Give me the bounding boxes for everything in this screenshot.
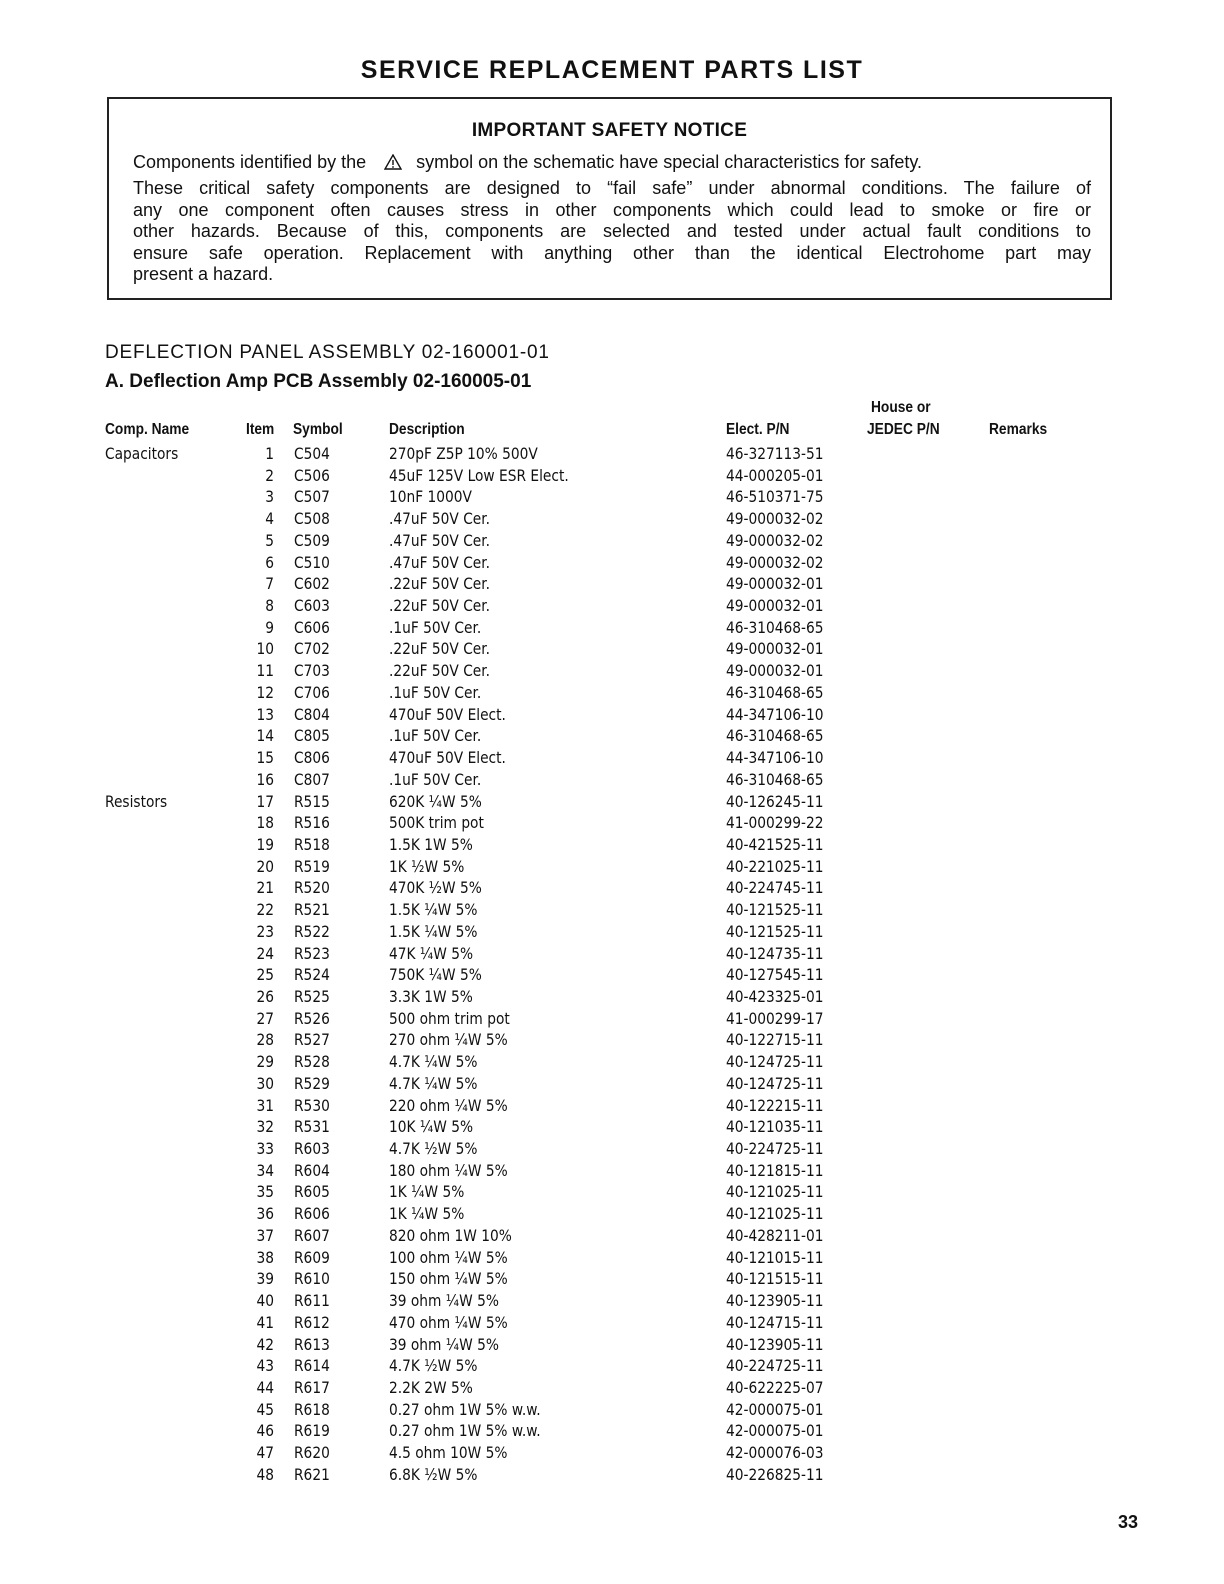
cell-elect-pn: 44-000205-01	[726, 466, 824, 485]
cell-description: 470 ohm ¼W 5%	[389, 1313, 508, 1332]
cell-description: 820 ohm 1W 10%	[389, 1226, 512, 1245]
cell-comp-name: Resistors	[105, 792, 168, 811]
cell-description: 1K ¼W 5%	[389, 1204, 465, 1223]
cell-symbol: C509	[294, 531, 330, 550]
cell-item: 44	[256, 1378, 274, 1397]
cell-symbol: C603	[294, 596, 330, 615]
cell-elect-pn: 46-510371-75	[726, 487, 824, 506]
cell-elect-pn: 40-421525-11	[726, 835, 824, 854]
cell-description: 47K ¼W 5%	[389, 944, 474, 963]
cell-symbol: R525	[294, 987, 330, 1006]
cell-item: 7	[265, 574, 274, 593]
cell-description: 500 ohm trim pot	[389, 1009, 510, 1028]
header-comp-name: Comp. Name	[105, 421, 190, 438]
cell-item: 16	[256, 770, 274, 789]
cell-item: 22	[256, 900, 274, 919]
cell-elect-pn: 40-123905-11	[726, 1291, 824, 1310]
safety-notice-line-6: present a hazard.	[133, 264, 274, 284]
cell-elect-pn: 40-122215-11	[726, 1096, 824, 1115]
cell-elect-pn: 40-221025-11	[726, 857, 824, 876]
cell-item: 15	[256, 748, 274, 767]
cell-description: .1uF 50V Cer.	[389, 770, 482, 789]
cell-symbol: C702	[294, 639, 330, 658]
cell-item: 31	[256, 1096, 274, 1115]
cell-elect-pn: 40-124735-11	[726, 944, 824, 963]
cell-elect-pn: 40-428211-01	[726, 1226, 824, 1245]
safety-notice-line-5: ensure safe operation. Replacement with anything other than the identical Electrohome part may	[133, 243, 1091, 263]
cell-symbol: C805	[294, 726, 330, 745]
cell-item: 12	[256, 683, 274, 702]
cell-item: 27	[256, 1009, 274, 1028]
cell-symbol: R611	[294, 1291, 330, 1310]
cell-symbol: R516	[294, 813, 330, 832]
cell-description: .47uF 50V Cer.	[389, 531, 491, 550]
cell-elect-pn: 46-310468-65	[726, 726, 824, 745]
cell-elect-pn: 49-000032-02	[726, 531, 824, 550]
cell-item: 1	[265, 444, 274, 463]
cell-symbol: R523	[294, 944, 330, 963]
cell-description: 39 ohm ¼W 5%	[389, 1335, 499, 1354]
cell-elect-pn: 42-000075-01	[726, 1400, 824, 1419]
cell-description: 1.5K 1W 5%	[389, 835, 473, 854]
cell-item: 46	[256, 1421, 274, 1440]
cell-elect-pn: 44-347106-10	[726, 705, 824, 724]
cell-symbol: R603	[294, 1139, 330, 1158]
cell-description: 220 ohm ¼W 5%	[389, 1096, 508, 1115]
cell-symbol: R521	[294, 900, 330, 919]
cell-item: 24	[256, 944, 274, 963]
cell-symbol: R524	[294, 965, 330, 984]
cell-item: 29	[256, 1052, 274, 1071]
cell-item: 35	[256, 1182, 274, 1201]
cell-elect-pn: 40-224725-11	[726, 1356, 824, 1375]
cell-elect-pn: 40-122715-11	[726, 1030, 824, 1049]
cell-symbol: R527	[294, 1030, 330, 1049]
cell-elect-pn: 49-000032-02	[726, 509, 824, 528]
cell-symbol: C606	[294, 618, 330, 637]
cell-elect-pn: 41-000299-17	[726, 1009, 824, 1028]
cell-item: 48	[256, 1465, 274, 1484]
cell-item: 20	[256, 857, 274, 876]
cell-item: 28	[256, 1030, 274, 1049]
cell-description: 150 ohm ¼W 5%	[389, 1269, 508, 1288]
cell-description: 10K ¼W 5%	[389, 1117, 474, 1136]
cell-item: 4	[265, 509, 274, 528]
cell-elect-pn: 46-310468-65	[726, 618, 824, 637]
cell-symbol: R610	[294, 1269, 330, 1288]
cell-symbol: C806	[294, 748, 330, 767]
cell-item: 36	[256, 1204, 274, 1223]
cell-item: 21	[256, 878, 274, 897]
cell-symbol: R531	[294, 1117, 330, 1136]
cell-elect-pn: 40-423325-01	[726, 987, 824, 1006]
header-item: Item	[246, 421, 275, 438]
cell-description: 470K ½W 5%	[389, 878, 482, 897]
cell-elect-pn: 49-000032-01	[726, 574, 824, 593]
assembly-sub-heading: A. Deflection Amp PCB Assembly 02-160005-01	[105, 371, 532, 392]
header-house-or: House or	[871, 399, 931, 416]
cell-symbol: R515	[294, 792, 330, 811]
cell-elect-pn: 40-121815-11	[726, 1161, 824, 1180]
cell-symbol: C504	[294, 444, 330, 463]
cell-symbol: C510	[294, 553, 330, 572]
cell-item: 42	[256, 1335, 274, 1354]
cell-item: 26	[256, 987, 274, 1006]
cell-symbol: R618	[294, 1400, 330, 1419]
cell-elect-pn: 46-327113-51	[726, 444, 824, 463]
cell-elect-pn: 49-000032-02	[726, 553, 824, 572]
safety-notice-line-2: These critical safety components are designed to “fail safe” under abnormal conditions. The failure of	[133, 178, 1091, 198]
header-remarks: Remarks	[989, 421, 1048, 438]
cell-description: 3.3K 1W 5%	[389, 987, 473, 1006]
cell-elect-pn: 46-310468-65	[726, 683, 824, 702]
page-title: SERVICE REPLACEMENT PARTS LIST	[360, 56, 864, 84]
cell-elect-pn: 46-310468-65	[726, 770, 824, 789]
cell-description: 620K ¼W 5%	[389, 792, 482, 811]
safety-notice-heading: IMPORTANT SAFETY NOTICE	[471, 120, 748, 141]
cell-symbol: R614	[294, 1356, 330, 1375]
cell-item: 45	[256, 1400, 274, 1419]
cell-description: 1.5K ¼W 5%	[389, 922, 478, 941]
cell-item: 8	[265, 596, 274, 615]
cell-description: .22uF 50V Cer.	[389, 661, 491, 680]
cell-elect-pn: 40-121015-11	[726, 1248, 824, 1267]
cell-elect-pn: 40-224745-11	[726, 878, 824, 897]
cell-symbol: C507	[294, 487, 330, 506]
cell-symbol: C804	[294, 705, 330, 724]
cell-description: 4.7K ½W 5%	[389, 1139, 478, 1158]
cell-elect-pn: 40-124715-11	[726, 1313, 824, 1332]
cell-description: 1K ½W 5%	[389, 857, 465, 876]
cell-item: 18	[256, 813, 274, 832]
header-elect-pn: Elect. P/N	[726, 421, 790, 438]
cell-elect-pn: 40-226825-11	[726, 1465, 824, 1484]
cell-description: 100 ohm ¼W 5%	[389, 1248, 508, 1267]
cell-description: 4.5 ohm 10W 5%	[389, 1443, 508, 1462]
cell-description: 45uF 125V Low ESR Elect.	[389, 466, 569, 485]
cell-symbol: R520	[294, 878, 330, 897]
cell-description: .1uF 50V Cer.	[389, 618, 482, 637]
safety-notice-line-1	[133, 151, 1091, 173]
cell-elect-pn: 40-121525-11	[726, 922, 824, 941]
cell-symbol: R518	[294, 835, 330, 854]
cell-symbol: R530	[294, 1096, 330, 1115]
cell-description: 470uF 50V Elect.	[389, 705, 506, 724]
cell-symbol: R620	[294, 1443, 330, 1462]
cell-description: 500K trim pot	[389, 813, 484, 832]
cell-item: 3	[265, 487, 274, 506]
cell-item: 32	[256, 1117, 274, 1136]
cell-description: 4.7K ½W 5%	[389, 1356, 478, 1375]
cell-description: .1uF 50V Cer.	[389, 683, 482, 702]
cell-comp-name: Capacitors	[105, 444, 179, 463]
cell-description: 6.8K ½W 5%	[389, 1465, 478, 1484]
cell-symbol: R528	[294, 1052, 330, 1071]
safety-notice-line-1-start: Components identified by the	[133, 152, 367, 172]
cell-description: 4.7K ¼W 5%	[389, 1052, 478, 1071]
cell-item: 9	[265, 618, 274, 637]
assembly-heading: DEFLECTION PANEL ASSEMBLY 02-160001-01	[105, 342, 550, 363]
cell-description: .22uF 50V Cer.	[389, 574, 491, 593]
cell-elect-pn: 40-622225-07	[726, 1378, 824, 1397]
cell-item: 37	[256, 1226, 274, 1245]
cell-symbol: R526	[294, 1009, 330, 1028]
cell-item: 38	[256, 1248, 274, 1267]
cell-symbol: C506	[294, 466, 330, 485]
cell-symbol: R607	[294, 1226, 330, 1245]
cell-item: 43	[256, 1356, 274, 1375]
cell-symbol: R605	[294, 1182, 330, 1201]
cell-elect-pn: 40-123905-11	[726, 1335, 824, 1354]
cell-symbol: R519	[294, 857, 330, 876]
cell-item: 14	[256, 726, 274, 745]
cell-item: 10	[256, 639, 274, 658]
cell-description: 0.27 ohm 1W 5% w.w.	[389, 1400, 541, 1419]
cell-elect-pn: 41-000299-22	[726, 813, 824, 832]
cell-elect-pn: 40-124725-11	[726, 1052, 824, 1071]
cell-description: 750K ¼W 5%	[389, 965, 482, 984]
cell-elect-pn: 40-124725-11	[726, 1074, 824, 1093]
cell-description: 39 ohm ¼W 5%	[389, 1291, 499, 1310]
cell-item: 41	[256, 1313, 274, 1332]
cell-item: 19	[256, 835, 274, 854]
cell-symbol: C706	[294, 683, 330, 702]
cell-symbol: C807	[294, 770, 330, 789]
cell-elect-pn: 44-347106-10	[726, 748, 824, 767]
cell-item: 17	[256, 792, 274, 811]
header-symbol: Symbol	[293, 421, 343, 438]
cell-description: .22uF 50V Cer.	[389, 596, 491, 615]
cell-description: 180 ohm ¼W 5%	[389, 1161, 508, 1180]
warning-triangle-icon	[384, 154, 402, 170]
cell-description: 4.7K ¼W 5%	[389, 1074, 478, 1093]
cell-description: .47uF 50V Cer.	[389, 509, 491, 528]
page-number: 33	[1118, 1512, 1139, 1532]
cell-item: 39	[256, 1269, 274, 1288]
cell-description: 1K ¼W 5%	[389, 1182, 465, 1201]
cell-item: 5	[265, 531, 274, 550]
cell-item: 11	[256, 661, 274, 680]
cell-elect-pn: 40-126245-11	[726, 792, 824, 811]
cell-symbol: R621	[294, 1465, 330, 1484]
cell-item: 33	[256, 1139, 274, 1158]
cell-item: 6	[265, 553, 274, 572]
cell-description: .22uF 50V Cer.	[389, 639, 491, 658]
cell-symbol: R529	[294, 1074, 330, 1093]
cell-symbol: R617	[294, 1378, 330, 1397]
cell-symbol: R613	[294, 1335, 330, 1354]
cell-item: 13	[256, 705, 274, 724]
cell-symbol: C703	[294, 661, 330, 680]
cell-elect-pn: 40-121525-11	[726, 900, 824, 919]
cell-symbol: R609	[294, 1248, 330, 1267]
cell-elect-pn: 49-000032-01	[726, 596, 824, 615]
safety-notice-line-1-end: symbol on the schematic have special characteristics for safety.	[416, 152, 923, 172]
cell-elect-pn: 40-121515-11	[726, 1269, 824, 1288]
cell-description: 1.5K ¼W 5%	[389, 900, 478, 919]
header-description: Description	[389, 421, 465, 438]
cell-description: 10nF 1000V	[389, 487, 472, 506]
cell-elect-pn: 42-000076-03	[726, 1443, 824, 1462]
cell-symbol: R522	[294, 922, 330, 941]
cell-elect-pn: 40-127545-11	[726, 965, 824, 984]
cell-description: 2.2K 2W 5%	[389, 1378, 473, 1397]
cell-symbol: R619	[294, 1421, 330, 1440]
cell-item: 47	[256, 1443, 274, 1462]
cell-elect-pn: 40-121025-11	[726, 1204, 824, 1223]
cell-description: .47uF 50V Cer.	[389, 553, 491, 572]
cell-elect-pn: 49-000032-01	[726, 639, 824, 658]
safety-notice-line-4: other hazards. Because of this, components are selected and tested under actual fault conditions to	[133, 221, 1091, 241]
cell-elect-pn: 42-000075-01	[726, 1421, 824, 1440]
cell-item: 25	[256, 965, 274, 984]
cell-item: 34	[256, 1161, 274, 1180]
cell-description: 270 ohm ¼W 5%	[389, 1030, 508, 1049]
cell-description: 470uF 50V Elect.	[389, 748, 506, 767]
cell-elect-pn: 49-000032-01	[726, 661, 824, 680]
cell-symbol: C508	[294, 509, 330, 528]
cell-item: 23	[256, 922, 274, 941]
cell-description: 0.27 ohm 1W 5% w.w.	[389, 1421, 541, 1440]
safety-notice-box	[107, 97, 1112, 300]
cell-description: 270pF Z5P 10% 500V	[389, 444, 538, 463]
cell-symbol: C602	[294, 574, 330, 593]
safety-notice-line-3: any one component often causes stress in other components which could lead to smoke or fire or	[133, 200, 1091, 220]
cell-item: 2	[265, 466, 274, 485]
cell-symbol: R606	[294, 1204, 330, 1223]
cell-item: 30	[256, 1074, 274, 1093]
cell-symbol: R604	[294, 1161, 330, 1180]
cell-elect-pn: 40-224725-11	[726, 1139, 824, 1158]
cell-elect-pn: 40-121035-11	[726, 1117, 824, 1136]
cell-item: 40	[256, 1291, 274, 1310]
cell-description: .1uF 50V Cer.	[389, 726, 482, 745]
cell-elect-pn: 40-121025-11	[726, 1182, 824, 1201]
header-jedec-pn: JEDEC P/N	[867, 421, 940, 438]
cell-symbol: R612	[294, 1313, 330, 1332]
